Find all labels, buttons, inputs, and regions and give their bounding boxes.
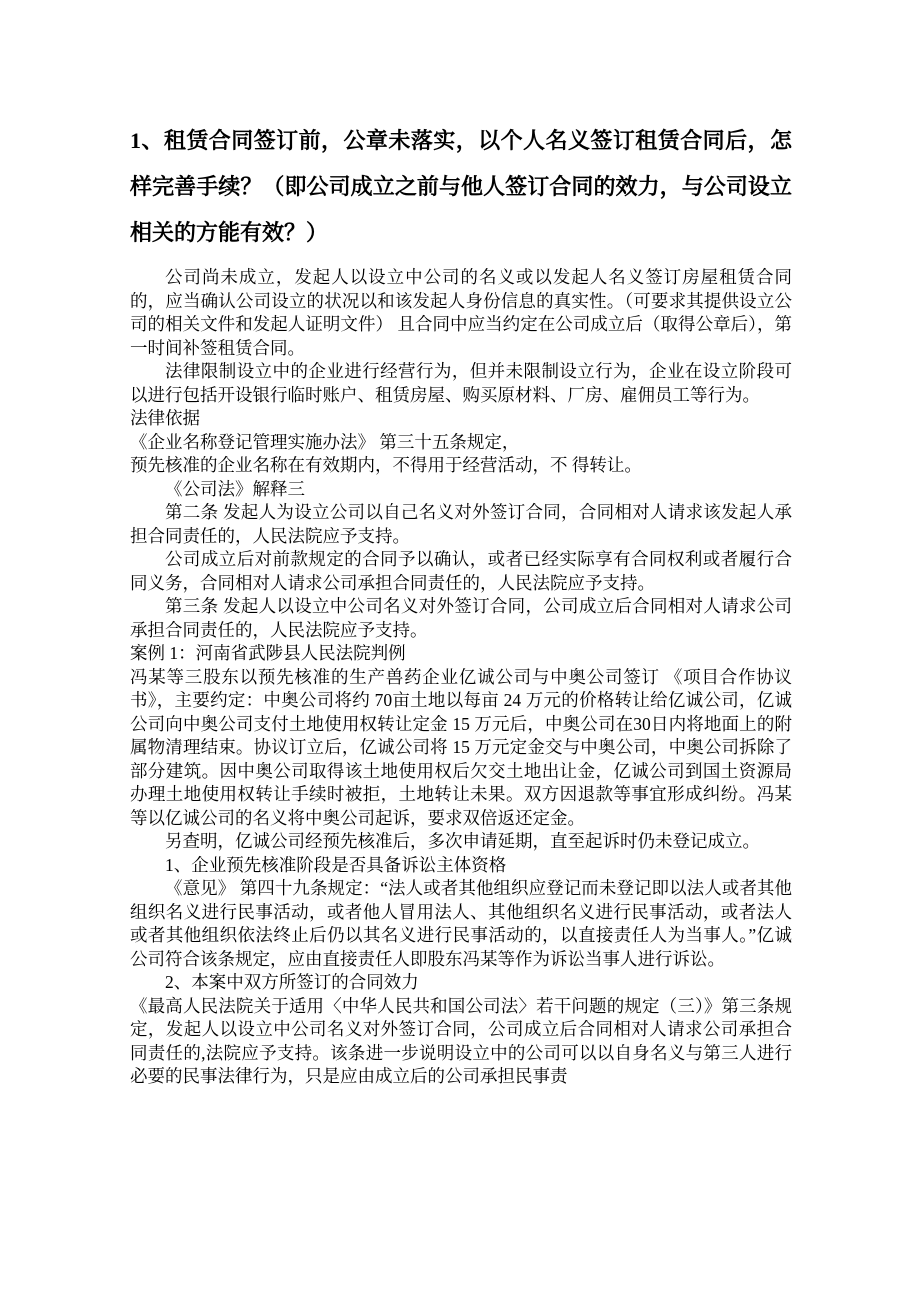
document-content [130,118,792,1089]
para-article-3: 第三条 发起人以设立中公司名义对外签订合同，公司成立后合同相对人请求公司承担合同责任的，人民法院应予支持。 [130,596,792,640]
heading-legal-basis: 法律依据 [130,408,200,428]
para-enterprise-name-regulation: 《企业名称登记管理实施办法》 第三十五条规定， [130,431,520,452]
para-company-not-established: 公司尚未成立，发起人以设立中公司的名义或以发起人名义签订房屋租赁合同的，应当确认公司设立的状况以和该发起人身份信息的真实性。（可要求其提供设立公司的相关文件和发起人证明文件） 且合同中应当约定在公司成立后（取得公章后），第一时间补签租赁合同。 [130,267,792,358]
para-article-2: 第二条 发起人为设立公司以自己名义对外签订合同，合同相对人请求该发起人承担合同责任的，人民法院应予支持。 [130,502,792,546]
para-opinion-article-49: 《意见》 第四十九条规定：“法人或者其他组织应登记而未登记即以法人或者其他组织名义进行民事活动，或者他人冒用法人、其他组织名义进行民事活动，或者法人或者其他组织依法终止后仍以其名义进行民事活动的，以直接责任人为当事人。”亿诚公司符合该条规定，应由直接责任人即股东冯某等作为诉讼当事人进行诉讼。 [130,878,792,969]
document-title: 1、租赁合同签订前，公章未落实，以个人名义签订租赁合同后，怎样完善手续？（即公司成立之前与他人签订合同的效力，与公司设立相关的方能有效？） [130,128,792,245]
para-supreme-court-regulation: 《最高人民法院关于适用〈中华人民共和国公司法〉若干问题的规定（三）》第三条规定，发起人以设立中公司名义对外签订合同，公司成立后合同相对人请求公司承担合同责任的,法院应予支持。该条进一步说明设立中的公司可以以自身名义与第三人进行必要的民事法律行为，只是应由成立后的公司承担民事责 [130,995,792,1086]
para-case-facts: 冯某等三股东以预先核准的生产兽药企业亿诚公司与中奥公司签订 《项目合作协议书》，主要约定：中奥公司将约 70亩土地以每亩 24 万元的价格转让给亿诚公司，亿诚公司向中奥公司支付土地使用权转让定金 15 万元后，中奥公司在30日内将地面上的附属物清理结束。协议订立后，亿诚公司将 15 万元定金交与中奥公司，中奥公司拆除了部分建筑。因中奥公司取得该土地使用权后欠交土地出让金，亿诚公司到国土资源局办理土地使用权转让手续时被拒，土地转让未果。双方因退款等事宜形成纠纷。冯某等以亿诚公司的名义将中奥公司起诉，要求双倍返还定金。 [130,666,792,828]
para-article-2-continued: 公司成立后对前款规定的合同予以确认，或者已经实际享有合同权利或者履行合同义务，合同相对人请求公司承担合同责任的，人民法院应予支持。 [130,549,792,593]
heading-issue-1: 1、企业预先核准阶段是否具备诉讼主体资格 [165,854,507,875]
para-preapproved-name-rule: 预先核准的企业名称在有效期内，不得用于经营活动，不 得转让。 [130,455,642,475]
para-case-additional-finding: 另查明，亿诚公司经预先核准后，多次申请延期，直至起诉时仍未登记成立。 [165,831,760,851]
para-legal-restrictions: 法律限制设立中的企业进行经营行为，但并未限制设立行为，企业在设立阶段可以进行包括开设银行临时账户、租赁房屋、购买原材料、厂房、雇佣员工等行为。 [130,361,792,405]
heading-company-law-interpretation: 《公司法》解释三 [165,478,305,499]
heading-issue-2: 2、本案中双方所签订的合同效力 [165,972,419,992]
heading-case-1: 案例 1：河南省武陟县人民法院判例 [130,643,406,663]
